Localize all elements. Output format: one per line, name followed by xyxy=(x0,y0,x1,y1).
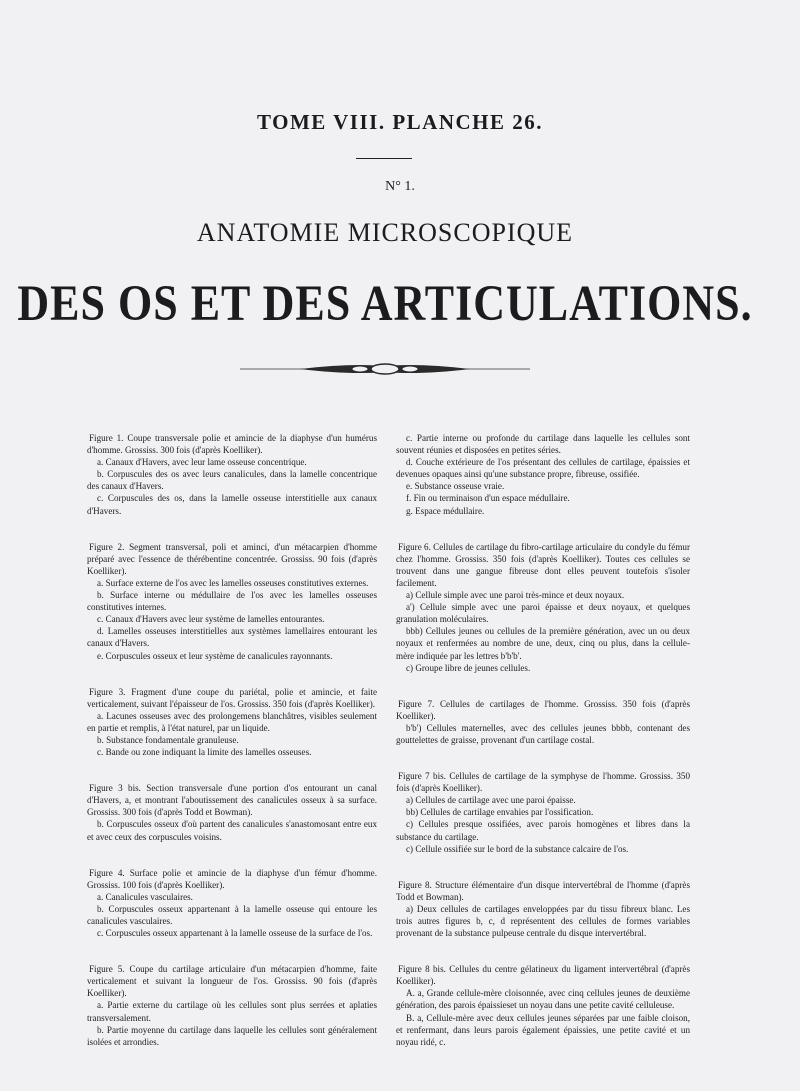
figure-item: d. Couche extérieure de l'os présentant des cellules de cartilage, épaissies et devenues opaques ainsi qu'une substance propre, fibreuse, ossifiée. xyxy=(396,457,690,480)
short-rule xyxy=(356,158,412,159)
figure-item: bbb) Cellules jeunes ou cellules de la première génération, avec un ou deux noyaux et renfermées au nombre de une, deux, cinq ou plus, dans la cellule-mère indiquée par les lettres b'b'b'. xyxy=(396,626,690,661)
figure-item: a. Canalicules vasculaires. xyxy=(97,891,193,902)
figure-heading: Figure 1. Coupe transversale polie et amincie de la diaphyse d'un humérus d'homme. Grossiss. 300 fois (d'après Koelliker). xyxy=(87,433,377,456)
figure-caption xyxy=(396,541,690,674)
figure-item: a. Canaux d'Havers, avec leur lame osseuse concentrique. xyxy=(97,457,307,468)
figure-item: d. Lamelles osseuses interstitielles aux systèmes lamellaires entourant les canaux d'Havers. xyxy=(87,626,377,649)
figure-item: e. Substance osseuse vraie. xyxy=(406,481,505,492)
tome-heading: TOME VIII. PLANCHE 26. xyxy=(256,110,543,134)
figure-item: f. Fin ou terminaison d'un espace médullaire. xyxy=(406,493,570,504)
figure-item: a') Cellule simple avec une paroi épaisse et deux noyaux, et quelques granulation moléculaires. xyxy=(396,602,690,625)
figure-item: b. Partie moyenne du cartilage dans laquelle les cellules sont généralement isolées et arrondies. xyxy=(87,1024,377,1047)
figure-item: c. Corpuscules des os, dans la lamelle osseuse interstitielle aux canaux d'Havers. xyxy=(87,493,377,516)
figure-item: A. a, Grande cellule-mère cloisonnée, avec cinq cellules jeunes de deuxième génération, des parois épaissieset un noyau dans une petite cavité celluleuse. xyxy=(396,988,690,1011)
figure-heading: Figure 4. Surface polie et amincie de la diaphyse d'un fémur d'homme. Grossiss. 100 fois (d'après Koelliker). xyxy=(87,867,377,890)
figure-item: b. Surface interne ou médullaire de l'os avec les lamelles osseuses constitutives internes. xyxy=(87,590,377,613)
figure-caption xyxy=(87,963,377,1048)
figure-item: c. Corpuscules osseux appartenant à la lamelle osseuse de la surface de l'os. xyxy=(97,928,373,939)
figure-heading: Figure 7 bis. Cellules de cartilage de la symphyse de l'homme. Grossiss. 350 fois (d'après Koelliker). xyxy=(396,771,690,794)
figure-item: a. Surface externe de l'os avec les lamelles osseuses constitutives externes. xyxy=(97,577,369,588)
figure-caption xyxy=(87,541,377,662)
figure-caption xyxy=(87,782,377,842)
figure-caption xyxy=(396,963,690,1048)
figure-heading: Figure 5. Coupe du cartilage articulaire d'un métacarpien d'homme, faite verticalement et suivant la longueur de l'os. Grossiss. 90 fois (d'après Koelliker). xyxy=(87,964,377,999)
figure-item: c. Bande ou zone indiquant la limite des lamelles osseuses. xyxy=(97,747,312,758)
figure-item: b. Corpuscules osseux appartenant à la lamelle osseuse qui entoure les canalicules vasculaires. xyxy=(87,903,377,926)
figure-heading: Figure 8. Structure élémentaire d'un disque intervertébral de l'homme (d'après Todd et Bowman). xyxy=(396,879,690,902)
figure-item: c) Cellule ossifiée sur le bord de la substance calcaire de l'os. xyxy=(406,843,629,854)
figure-caption xyxy=(87,867,377,940)
figure-item: c) Cellules presque ossifiées, avec parois homogènes et libres dans la substance du cartilage. xyxy=(396,819,690,842)
figure-heading: Figure 7. Cellules de cartilages de l'homme. Grossiss. 350 fois (d'après Koelliker). xyxy=(396,698,690,721)
figure-heading: Figure 2. Segment transversal, poli et aminci, d'un métacarpien d'homme préparé avec l'essence de thérébentine concentrée. Grossiss. 90 fois (d'après Koelliker). xyxy=(87,541,377,576)
ornament-divider xyxy=(240,360,530,378)
figure-item: e. Corpuscules osseux et leur système de canalicules rayonnants. xyxy=(97,650,333,661)
right-column xyxy=(396,432,690,1072)
figure-heading: Figure 3. Fragment d'une coupe du pariétal, polie et amincie, et faite verticalement, suivant l'épaisseur de l'os. Grossiss. 350 fois (d'après Koelliker). xyxy=(87,686,377,709)
figure-heading: Figure 6. Cellules de cartilage du fibro-cartilage articulaire du condyle du fémur chez l'homme. Grossiss. 350 fois (d'après Koelliker). Toutes ces cellules se trouvent dans une gangue fibreuse dont elles peuvent toutefois s'isoler facilement. xyxy=(396,541,690,588)
figure-item: B. a, Cellule-mère avec deux cellules jeunes séparées par une faible cloison, et renfermant, dans leurs parois également épaissies, une petite cavité et un noyau ridé, c. xyxy=(396,1012,690,1047)
title-line-1: ANATOMIE MICROSCOPIQUE xyxy=(196,218,574,247)
figure-item: a) Cellules de cartilage avec une paroi épaisse. xyxy=(406,795,576,806)
figure-heading: Figure 8 bis. Cellules du centre gélatineux du ligament intervertébral (d'après Koelliker). xyxy=(396,964,690,987)
figure-caption xyxy=(396,432,690,517)
figure-caption xyxy=(396,770,690,855)
figure-caption xyxy=(87,686,377,759)
figure-item: b. Substance fondamentale granuleuse. xyxy=(97,734,239,745)
figure-item: a. Partie externe du cartilage où les cellules sont plus serrées et aplaties transversalement. xyxy=(87,1000,377,1023)
figure-caption xyxy=(87,432,377,517)
figure-item: c) Groupe libre de jeunes cellules. xyxy=(406,662,531,673)
figure-item: a) Deux cellules de cartilages enveloppées par du tissu fibreux blanc. Les trois autres figures b, c, d représentent des cellules de formes variables provenant de la substance pulpeuse centrale du disque intervertébral. xyxy=(396,903,690,939)
figure-item: b. Corpuscules des os avec leurs canalicules, dans la lamelle concentrique des canaux d'Havers. xyxy=(87,469,377,492)
figure-item: c. Canaux d'Havers avec leur système de lamelles entourantes. xyxy=(97,614,325,625)
figure-item: b'b') Cellules maternelles, avec des cellules jeunes bbbb, contenant des gouttelettes de graisse, provenant d'un cartilage costal. xyxy=(396,722,690,745)
figure-item: a. Lacunes osseuses avec des prolongemens blanchâtres, visibles seulement en partie et remplis, à l'état naturel, par un liquide. xyxy=(87,710,377,733)
figure-caption xyxy=(396,879,690,939)
figure-item: g. Espace médullaire. xyxy=(406,505,485,516)
title-line-2: DES OS ET DES ARTICULATIONS. xyxy=(17,275,753,332)
left-column xyxy=(87,432,377,1072)
figure-item: bb) Cellules de cartilage envahies par l'ossification. xyxy=(406,807,594,818)
figure-heading: Figure 3 bis. Section transversale d'une portion d'os entourant un canal d'Havers, a, et montrant l'aboutissement des canalicules osseux à sa surface. Grossiss. 300 fois (d'après Todd et Bowman). xyxy=(87,783,377,818)
plate-number: N° 1. xyxy=(385,179,415,194)
figure-caption xyxy=(396,698,690,746)
figure-item: a) Cellule simple avec une paroi très-mince et deux noyaux. xyxy=(406,590,625,601)
figure-item: b. Corpuscules osseux d'où partent des canalicules s'anastomosant entre eux et avec ceux des corpuscules voisins. xyxy=(87,819,377,842)
figure-item: c. Partie interne ou profonde du cartilage dans laquelle les cellules sont souvent réunies et disposées en petites séries. xyxy=(396,433,690,456)
